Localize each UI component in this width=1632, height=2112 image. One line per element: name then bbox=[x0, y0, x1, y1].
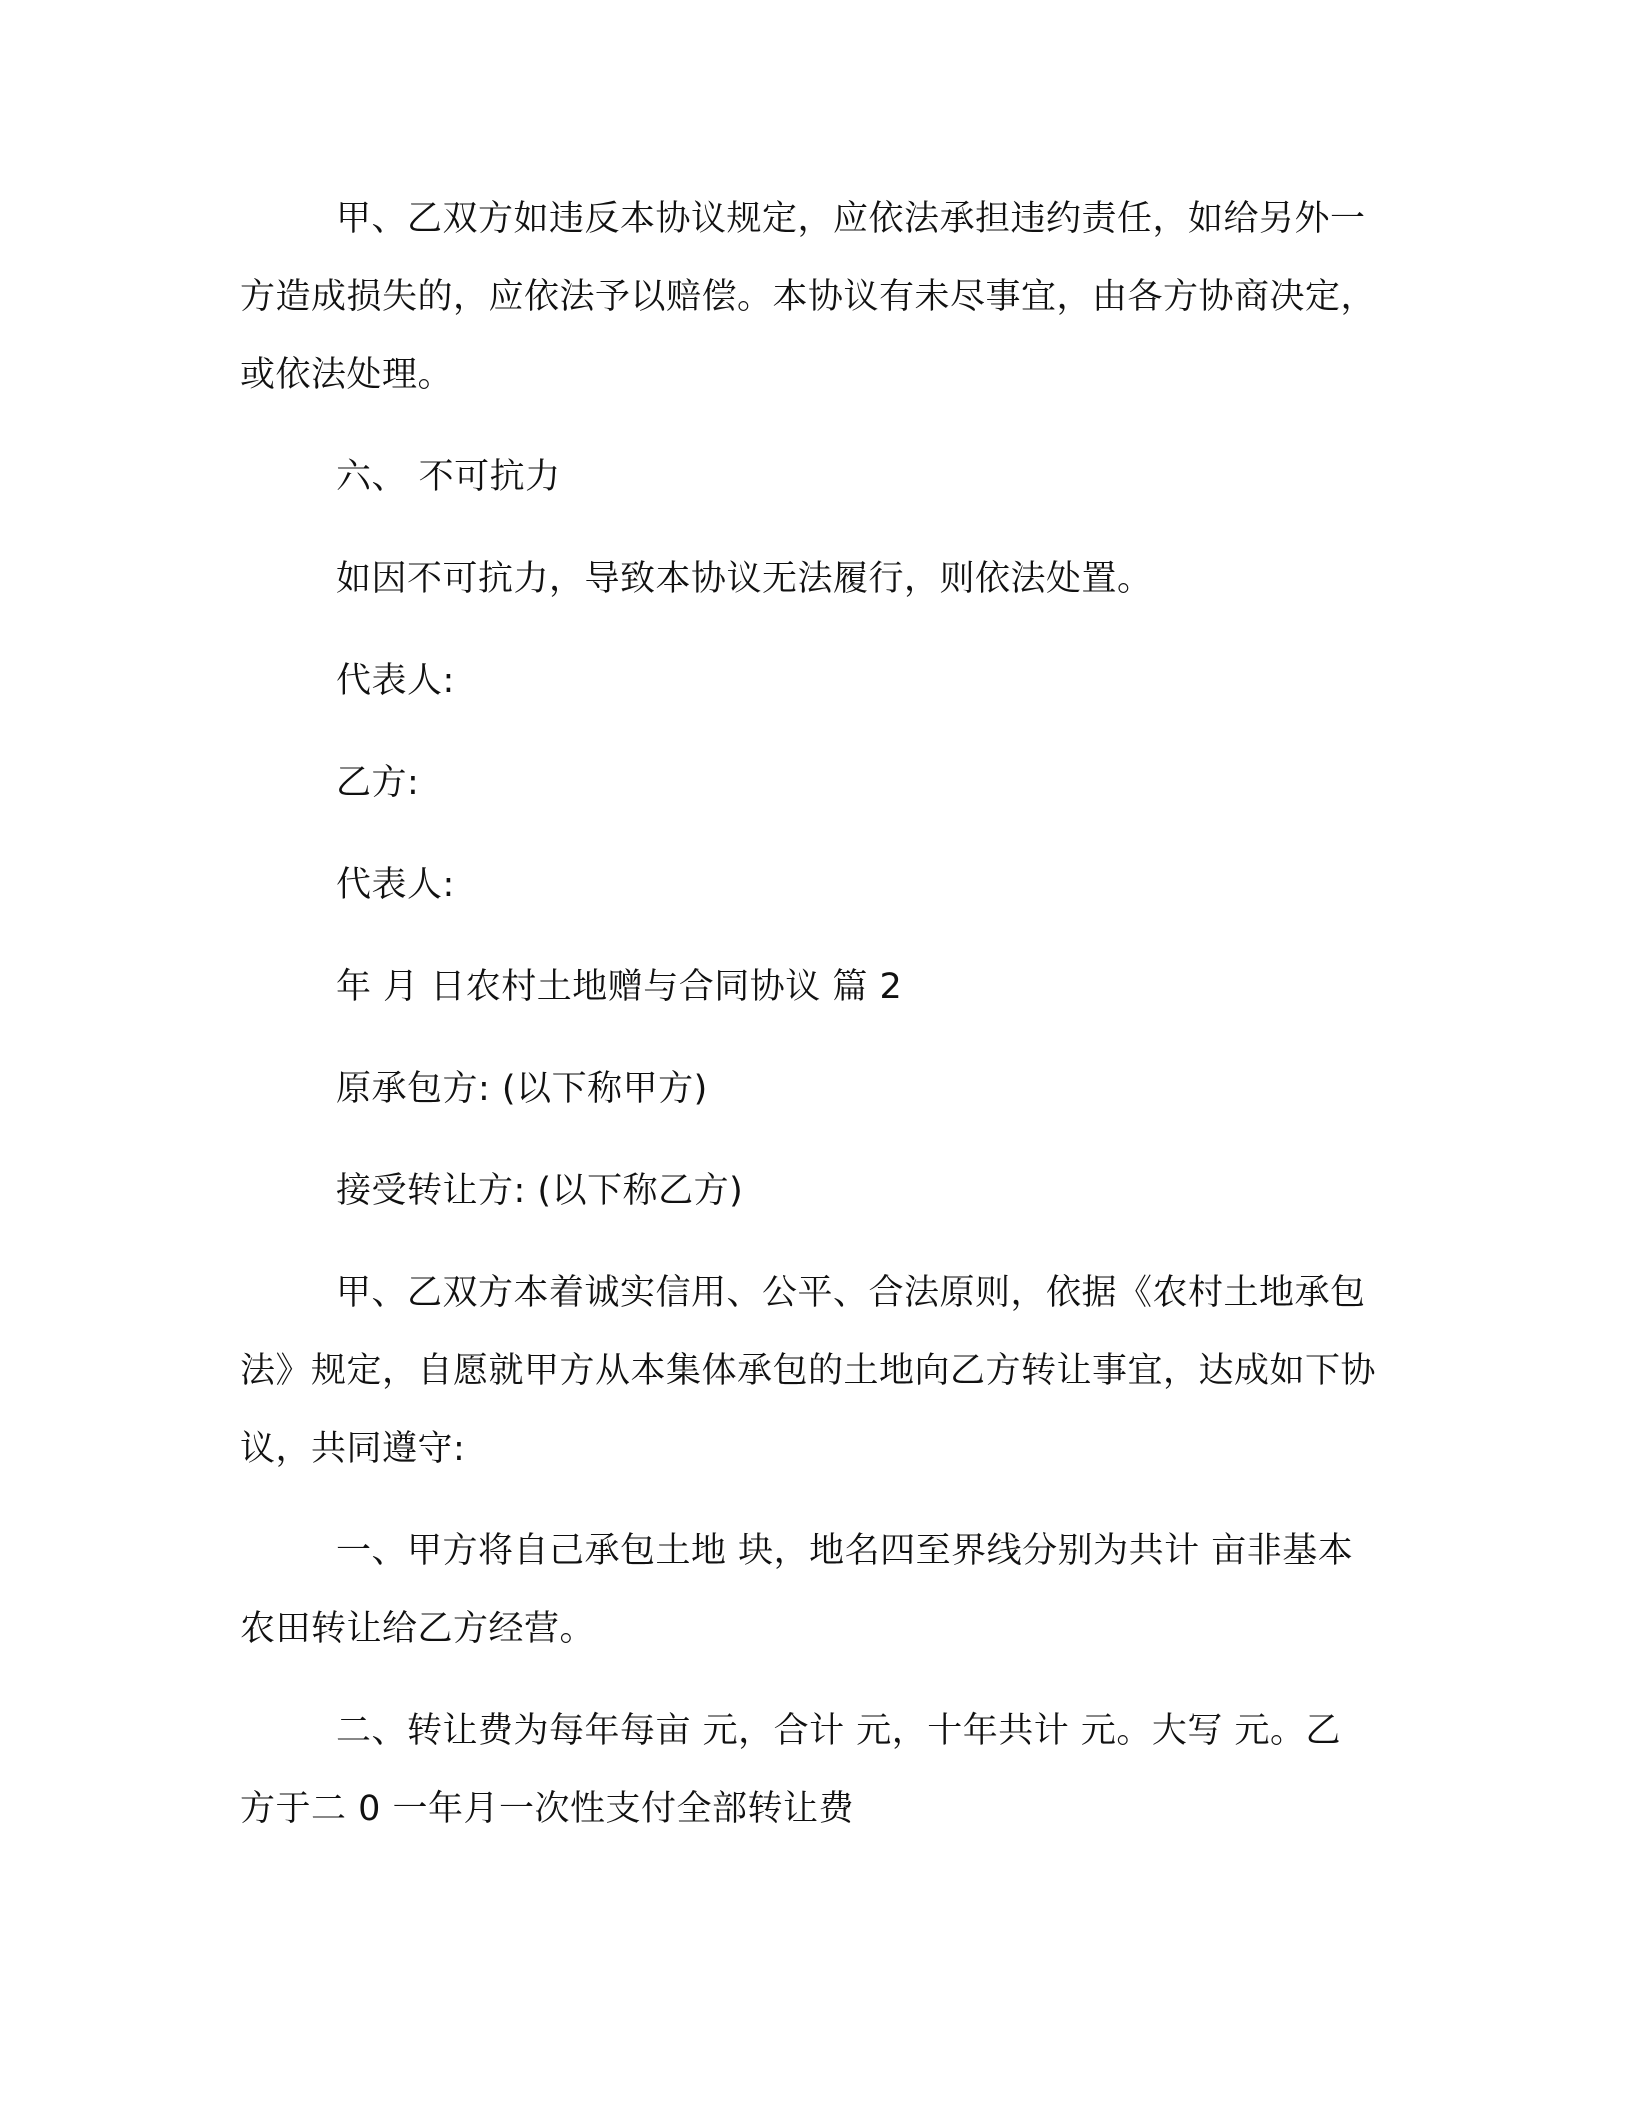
paragraph-agreement-basis: 甲、乙双方本着诚实信用、公平、合法原则，依据《农村土地承包法》规定，自愿就甲方从本集体承包的土地向乙方转让事宜，达成如下协议，共同遵守: bbox=[240, 1273, 1377, 1469]
date-and-section-title: 年 月 日农村土地赠与合同协议 篇 2 bbox=[336, 967, 903, 1007]
paragraph-breach-liability: 甲、乙双方如违反本协议规定，应依法承担违约责任，如给另外一方造成损失的，应依法予以赔偿。本协议有未尽事宜，由各方协商决定，或依法处理。 bbox=[240, 199, 1377, 395]
clause-one-land: 一、甲方将自己承包土地 块，地名四至界线分别为共计 亩非基本农田转让给乙方经营。 bbox=[240, 1531, 1354, 1649]
signature-representative-a: 代表人: bbox=[336, 661, 455, 701]
section-heading-force-majeure: 六、 不可抗力 bbox=[336, 457, 561, 497]
signature-party-b: 乙方: bbox=[336, 763, 420, 803]
clause-two-fee: 二、转让费为每年每亩 元，合计 元，十年共计 元。大写 元。乙方于二 0 一年月一次性支付全部转让费 bbox=[240, 1711, 1342, 1829]
paragraph-force-majeure: 如因不可抗力，导致本协议无法履行，则依法处置。 bbox=[336, 559, 1153, 599]
party-a-label: 原承包方: (以下称甲方) bbox=[336, 1069, 708, 1109]
party-b-label: 接受转让方: (以下称乙方) bbox=[336, 1171, 744, 1211]
signature-representative-b: 代表人: bbox=[336, 865, 455, 905]
